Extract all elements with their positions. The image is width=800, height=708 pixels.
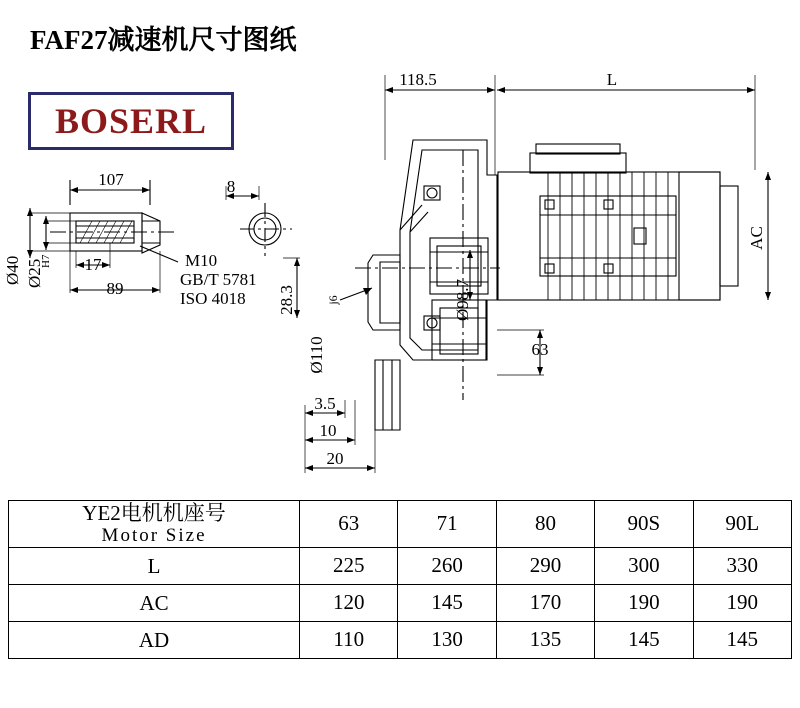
row-header-cn: YE2电机机座号 [82, 501, 226, 525]
dim-63: 63 [531, 340, 549, 359]
dim-8: 8 [226, 177, 236, 196]
dim-107: 107 [98, 170, 124, 189]
dim-j6-tol: j6 [326, 295, 340, 305]
dim-dia98-7: Ø98.7 [453, 278, 472, 322]
dim-3-5: 3.5 [314, 394, 336, 413]
table-cell: 300 [595, 547, 693, 584]
label-iso: ISO 4018 [180, 289, 246, 308]
dim-89: 89 [106, 279, 124, 298]
table-row [9, 547, 792, 584]
dim-28-3: 28.3 [277, 285, 296, 315]
motor-size-table [8, 500, 792, 659]
table-row [9, 621, 792, 658]
table-cell: 110 [300, 621, 398, 658]
dim-dia110: Ø110 [307, 336, 326, 374]
table-cell: 90L [693, 501, 791, 548]
dim-AC: AC [747, 226, 766, 250]
row-header-ad: AD [9, 621, 300, 658]
table-cell: 71 [398, 501, 496, 548]
table-cell: 290 [496, 547, 594, 584]
table-cell: 130 [398, 621, 496, 658]
table-cell: 145 [595, 621, 693, 658]
table-cell: 190 [693, 584, 791, 621]
label-gbt: GB/T 5781 [180, 270, 257, 289]
table-cell: 63 [300, 501, 398, 548]
dim-L: L [606, 70, 618, 89]
dim-dia25h7: Ø25 [25, 258, 44, 288]
table-cell: 225 [300, 547, 398, 584]
dim-118-5: 118.5 [399, 70, 437, 89]
dim-10: 10 [319, 421, 337, 440]
table-cell: 120 [300, 584, 398, 621]
table-cell: 135 [496, 621, 594, 658]
dim-dia40: Ø40 [3, 255, 22, 285]
table-cell: 80 [496, 501, 594, 548]
row-header-l: L [9, 547, 300, 584]
table-cell: 145 [693, 621, 791, 658]
table-cell: 90S [595, 501, 693, 548]
row-header-motor-size [9, 501, 300, 548]
table-cell: 145 [398, 584, 496, 621]
row-header-ac: AC [9, 584, 300, 621]
brand-logo-text: BOSERL [54, 101, 208, 141]
row-header-en: Motor Size [101, 525, 207, 547]
table-row [9, 584, 792, 621]
dim-20: 20 [326, 449, 344, 468]
dim-17: 17 [84, 255, 102, 274]
table-cell: 260 [398, 547, 496, 584]
table-cell: 170 [496, 584, 594, 621]
table-cell: 190 [595, 584, 693, 621]
table-cell: 330 [693, 547, 791, 584]
table-row [9, 501, 792, 548]
label-m10: M10 [185, 251, 218, 270]
dim-h7-tol: H7 [40, 254, 52, 268]
page-title: FAF27减速机尺寸图纸 [30, 25, 297, 55]
